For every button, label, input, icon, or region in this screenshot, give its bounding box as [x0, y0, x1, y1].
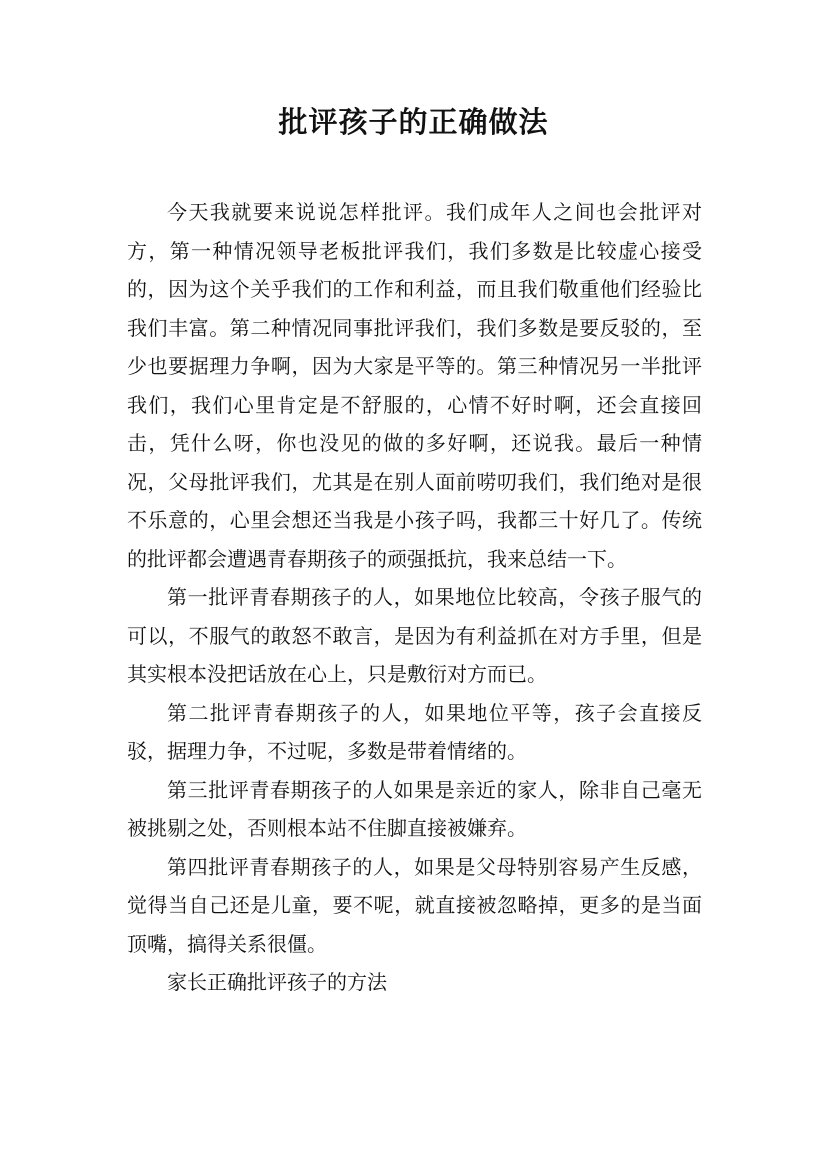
paragraph-intro: 今天我就要来说说怎样批评。我们成年人之间也会批评对方，第一种情况领导老板批评我们，我们多数是比较虚心接受的，因为这个关乎我们的工作和利益，而且我们敬重他们经验比我们丰富。第二种情况同事批评我们，我们多数是要反驳的，至少也要据理力争啊，因为大家是平等的。第三种情况另一半批评我们，我们心里肯定是不舒服的，心情不好时啊，还会直接回击，凭什么呀，你也没见的做的多好啊，还说我。最后一种情况，父母批评我们，尤其是在别人面前唠叨我们，我们绝对是很不乐意的，心里会想还当我是小孩子吗，我都三十好几了。传统的批评都会遭遇青春期孩子的顽强抵抗，我来总结一下。	[127, 200, 702, 571]
document-title: 批评孩子的正确做法	[278, 105, 549, 139]
paragraph-second-case: 第二批评青春期孩子的人，如果地位平等，孩子会直接反驳，据理力争，不过呢，多数是带着情绪的。	[127, 700, 702, 763]
section-heading-methods: 家长正确批评孩子的方法	[167, 970, 387, 994]
paragraph-third-case: 第三批评青春期孩子的人如果是亲近的家人，除非自己毫无被挑剔之处，否则根本站不住脚直接被嫌弃。	[127, 777, 702, 840]
paragraph-fourth-case: 第四批评青春期孩子的人，如果是父母特别容易产生反感，觉得当自己还是儿童，要不呢，就直接被忽略掉，更多的是当面顶嘴，搞得关系很僵。	[127, 854, 702, 956]
paragraph-first-case: 第一批评青春期孩子的人，如果地位比较高，令孩子服气的可以，不服气的敢怒不敢言，是因为有利益抓在对方手里，但是其实根本没把话放在心上，只是敷衍对方而已。	[127, 585, 702, 686]
document-body	[127, 193, 702, 1002]
